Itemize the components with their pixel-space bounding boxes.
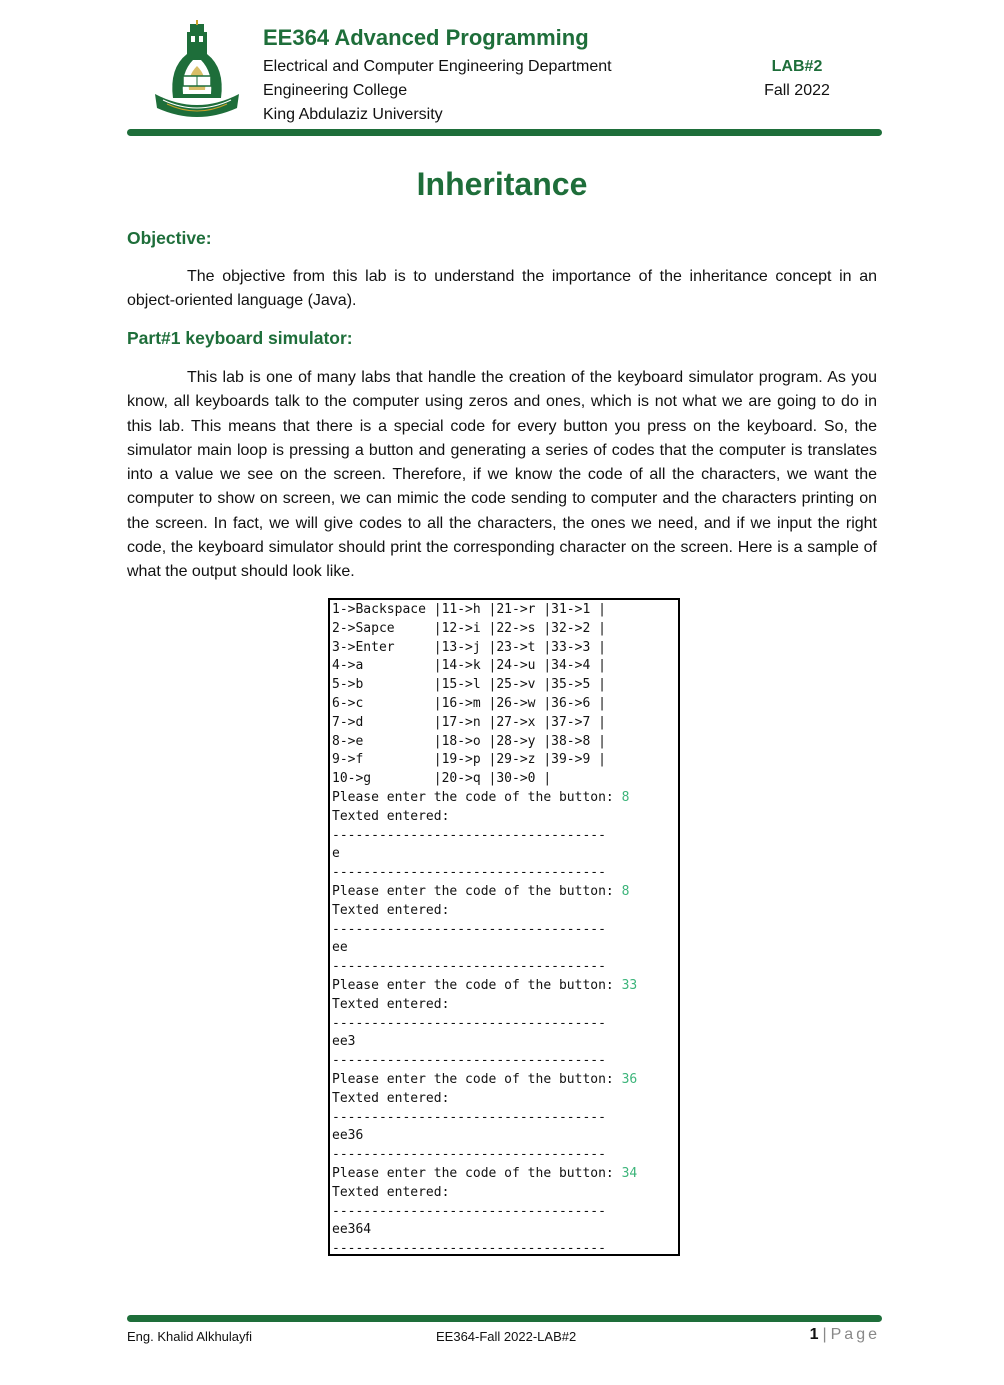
key-map-line: 8->e |18->o |28->y |38->8 |	[332, 733, 606, 749]
console-output-value: ee36	[332, 1128, 364, 1144]
page-indicator	[810, 1326, 880, 1344]
key-map-line: 5->b |15->l |25->v |35->5 |	[332, 677, 606, 693]
footer-author: Eng. Khalid Alkhulayfi	[127, 1329, 253, 1344]
console-text	[330, 600, 678, 1259]
page-title: Inheritance	[416, 166, 588, 202]
console-divider: -----------------------------------	[332, 1241, 606, 1257]
key-map-line: 1->Backspace |11->h |21->r |31->1 |	[332, 602, 606, 617]
part1-paragraph	[127, 366, 877, 585]
key-map-line: 2->Sapce |12->i |22->s |32->2 |	[332, 620, 606, 636]
console-prompt: Please enter the code of the button:	[332, 883, 622, 899]
console-divider: -----------------------------------	[332, 921, 606, 937]
college-name: Engineering College	[263, 82, 408, 99]
key-map-line: 10->g |20->q |30->0 |	[332, 771, 552, 787]
department-name: Electrical and Computer Engineering Department	[263, 58, 612, 75]
console-divider: -----------------------------------	[332, 827, 606, 843]
texted-entered-label: Texted entered:	[332, 996, 450, 1012]
objective-text: The objective from this lab is to understand the importance of the inheritance concept in an object-oriented language (Java).	[127, 268, 877, 310]
console-divider: -----------------------------------	[332, 1147, 606, 1163]
console-prompt: Please enter the code of the button:	[332, 1165, 622, 1181]
console-divider: -----------------------------------	[332, 959, 606, 975]
console-output-value: ee3	[332, 1034, 356, 1050]
texted-entered-label: Texted entered:	[332, 1090, 450, 1106]
university-name: King Abdulaziz University	[263, 106, 443, 123]
console-divider: -----------------------------------	[332, 865, 606, 881]
lab-number: LAB#2	[771, 58, 823, 75]
key-map-line: 7->d |17->n |27->x |37->7 |	[332, 714, 606, 730]
part1-heading: Part#1 keyboard simulator:	[127, 328, 353, 348]
console-output-value: ee364	[332, 1222, 372, 1238]
page-number: 1	[809, 1326, 819, 1343]
university-seal-logo	[153, 20, 241, 126]
footer-divider	[127, 1315, 882, 1322]
console-prompt: Please enter the code of the button:	[332, 1071, 622, 1087]
page-separator: |	[822, 1326, 827, 1343]
console-output-box	[328, 598, 680, 1256]
console-divider: -----------------------------------	[332, 1015, 606, 1031]
console-input-value: 8	[621, 883, 630, 899]
texted-entered-label: Texted entered:	[332, 1184, 450, 1200]
objective-paragraph	[127, 265, 877, 314]
console-input-value: 36	[621, 1071, 638, 1087]
console-input-value: 34	[621, 1165, 638, 1181]
header-divider	[127, 129, 882, 136]
texted-entered-label: Texted entered:	[332, 808, 450, 824]
page-label: Page	[830, 1326, 880, 1343]
term-label: Fall 2022	[764, 82, 830, 99]
objective-heading: Objective:	[127, 228, 212, 248]
key-map-line: 6->c |16->m |26->w |36->6 |	[332, 695, 606, 711]
key-map-line: 3->Enter |13->j |23->t |33->3 |	[332, 639, 606, 655]
console-prompt: Please enter the code of the button:	[332, 977, 622, 993]
console-input-value: 8	[621, 789, 630, 805]
console-input-value: 33	[621, 977, 638, 993]
key-map-line: 9->f |19->p |29->z |39->9 |	[332, 752, 606, 768]
console-prompt: Please enter the code of the button:	[332, 789, 622, 805]
footer-doc-id: EE364-Fall 2022-LAB#2	[436, 1329, 577, 1344]
course-title: EE364 Advanced Programming	[263, 25, 589, 50]
part1-text: This lab is one of many labs that handle the creation of the keyboard simulator program. As you know, all keyboards talk to the computer using zeros and ones, which is not what we are going to do in this lab. This means that there is a special code for every button you press on the keyboard. So, the simulator main loop is pressing a button and generating a series of codes that the computer is translates into a value we see on the screen. Therefore, if we know the code of all the characters, we want the computer to show on screen, we can mimic the code sending to computer and the characters printing on the screen. In fact, we will give codes to all the characters, the ones we need, and if we input the right code, the keyboard simulator should print the corresponding character on the screen. Here is a sample of what the output should look like.	[127, 369, 877, 581]
texted-entered-label: Texted entered:	[332, 902, 450, 918]
console-divider: -----------------------------------	[332, 1053, 606, 1069]
console-output-value: ee	[332, 940, 348, 956]
console-divider: -----------------------------------	[332, 1203, 606, 1219]
console-divider: -----------------------------------	[332, 1109, 606, 1125]
console-output-value: e	[332, 846, 340, 862]
key-map-line: 4->a |14->k |24->u |34->4 |	[332, 658, 606, 674]
